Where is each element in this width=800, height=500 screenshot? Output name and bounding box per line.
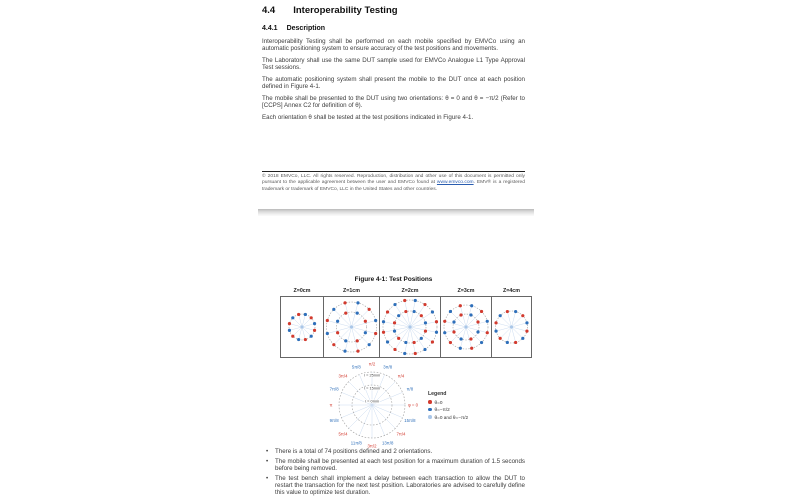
panel-label: Z=2cm bbox=[401, 288, 419, 294]
section-title: Interoperability Testing bbox=[293, 5, 398, 16]
notes-list bbox=[262, 448, 525, 499]
panel-plot bbox=[324, 297, 379, 357]
legend-item bbox=[428, 407, 468, 412]
panel-label: Z=0cm bbox=[293, 288, 311, 294]
figure-caption: Figure 4-1: Test Positions bbox=[354, 276, 433, 283]
paragraph-1: Interoperability Testing shall be performed on each mobile specified by EMVCo using an automatic positioning system to ensure accuracy of the test positions and movements. bbox=[262, 38, 525, 53]
panel-label: Z=3cm bbox=[457, 288, 475, 294]
section-heading bbox=[262, 5, 525, 16]
angle-label: 13π/8 bbox=[382, 440, 394, 446]
angle-label: π/4 bbox=[397, 373, 405, 379]
radius-label: r = 15mm bbox=[363, 385, 381, 391]
angle-label: 15π/8 bbox=[404, 418, 416, 424]
panel-plot bbox=[492, 297, 531, 357]
document-page-1 bbox=[262, 0, 525, 208]
test-position-panel-Z=3cm bbox=[441, 288, 492, 357]
test-positions-detail-diagram bbox=[314, 358, 436, 452]
angle-label: 3π/8 bbox=[383, 364, 393, 370]
test-position-panel-Z=0cm bbox=[281, 288, 324, 357]
test-position-panel-Z=1cm bbox=[324, 288, 380, 357]
angle-label: 9π/8 bbox=[329, 418, 339, 424]
subsection-title: Description bbox=[286, 25, 326, 32]
angle-label: 7π/4 bbox=[396, 431, 406, 437]
copyright-text-after: . EMV® is a registered trademark or trademark of EMVCo, LLC in the United States and other countries. bbox=[262, 180, 525, 192]
angle-label: π bbox=[329, 402, 333, 408]
angle-label: 7π/8 bbox=[329, 386, 339, 392]
legend-item bbox=[428, 400, 468, 405]
angle-label: π/2 bbox=[368, 361, 376, 367]
panel-plot bbox=[441, 297, 491, 357]
emvco-website-link[interactable]: www.emvco.com bbox=[436, 180, 474, 186]
panel-plot bbox=[281, 297, 323, 357]
section-number: 4.4 bbox=[262, 5, 276, 16]
note-item-1: • There is a total of 74 positions defined and 2 orientations. bbox=[262, 448, 525, 455]
panel-plot bbox=[380, 297, 440, 357]
paragraph-3: The automatic positioning system shall present the mobile to the DUT once at each position defined in Figure 4-1. bbox=[262, 75, 525, 91]
copyright-notice bbox=[262, 174, 525, 193]
note-item-3: • The test bench shall implement a delay between each transaction to allow the DUT to restart the transaction for the next test position. Laboratories are advised to carefully define this value to optimize test duration. bbox=[262, 475, 525, 497]
legend-dot-icon bbox=[428, 415, 432, 419]
test-positions-small-multiples bbox=[280, 288, 532, 358]
legend-label: θ=0 bbox=[434, 399, 443, 405]
radius-label: r = 0mm bbox=[364, 398, 380, 404]
test-position-panel-Z=2cm bbox=[380, 288, 441, 357]
angle-label: φ = 0 bbox=[407, 402, 419, 408]
panel-label: Z=4cm bbox=[503, 288, 520, 294]
angle-label: 3π/4 bbox=[338, 373, 348, 379]
figure-legend bbox=[428, 391, 468, 422]
legend-title: Legend bbox=[428, 391, 447, 397]
test-position-panel-Z=4cm bbox=[492, 288, 531, 357]
legend-dot-icon bbox=[428, 408, 432, 412]
page-footer bbox=[262, 171, 525, 193]
page-separator bbox=[258, 209, 534, 216]
angle-label: 5π/8 bbox=[351, 364, 361, 370]
subsection-heading bbox=[262, 25, 525, 32]
paragraph-4: The mobile shall be presented to the DUT using two orientations: θ = 0 and θ = −π/2 (Refer to [CCPS] Annex C2 for definition of θ). bbox=[262, 94, 525, 109]
copyright-text-before: © 2018 EMVCo, LLC. All rights reserved. Reproduction, distribution and other use of this document is permitted only pursuant to the applicable agreement between the user and EMVCo found at bbox=[262, 174, 525, 186]
legend-label: θ=−π/2 bbox=[434, 407, 450, 412]
legend-dot-icon bbox=[428, 400, 432, 404]
angle-label: 3π/2 bbox=[367, 443, 377, 449]
footer-divider bbox=[262, 171, 525, 172]
legend-item bbox=[428, 415, 468, 420]
legend-label: θ=0 and θ=−π/2 bbox=[434, 414, 469, 420]
note-item-2: • The mobile shall be presented at each test position for a maximum duration of 1.5 seconds before being removed. bbox=[262, 458, 525, 472]
angle-label: 11π/8 bbox=[350, 440, 362, 446]
panel-label: Z=1cm bbox=[343, 288, 360, 294]
angle-label: 5π/4 bbox=[338, 431, 348, 437]
subsection-number: 4.4.1 bbox=[262, 25, 278, 32]
radius-label: r = 25mm bbox=[363, 372, 381, 378]
paragraph-2: The Laboratory shall use the same DUT sample used for EMVCo Analogue L1 Type Approval Test sessions. bbox=[262, 56, 525, 72]
paragraph-5: Each orientation θ shall be tested at the test positions indicated in Figure 4-1. bbox=[262, 113, 474, 121]
angle-label: π/8 bbox=[406, 386, 414, 392]
